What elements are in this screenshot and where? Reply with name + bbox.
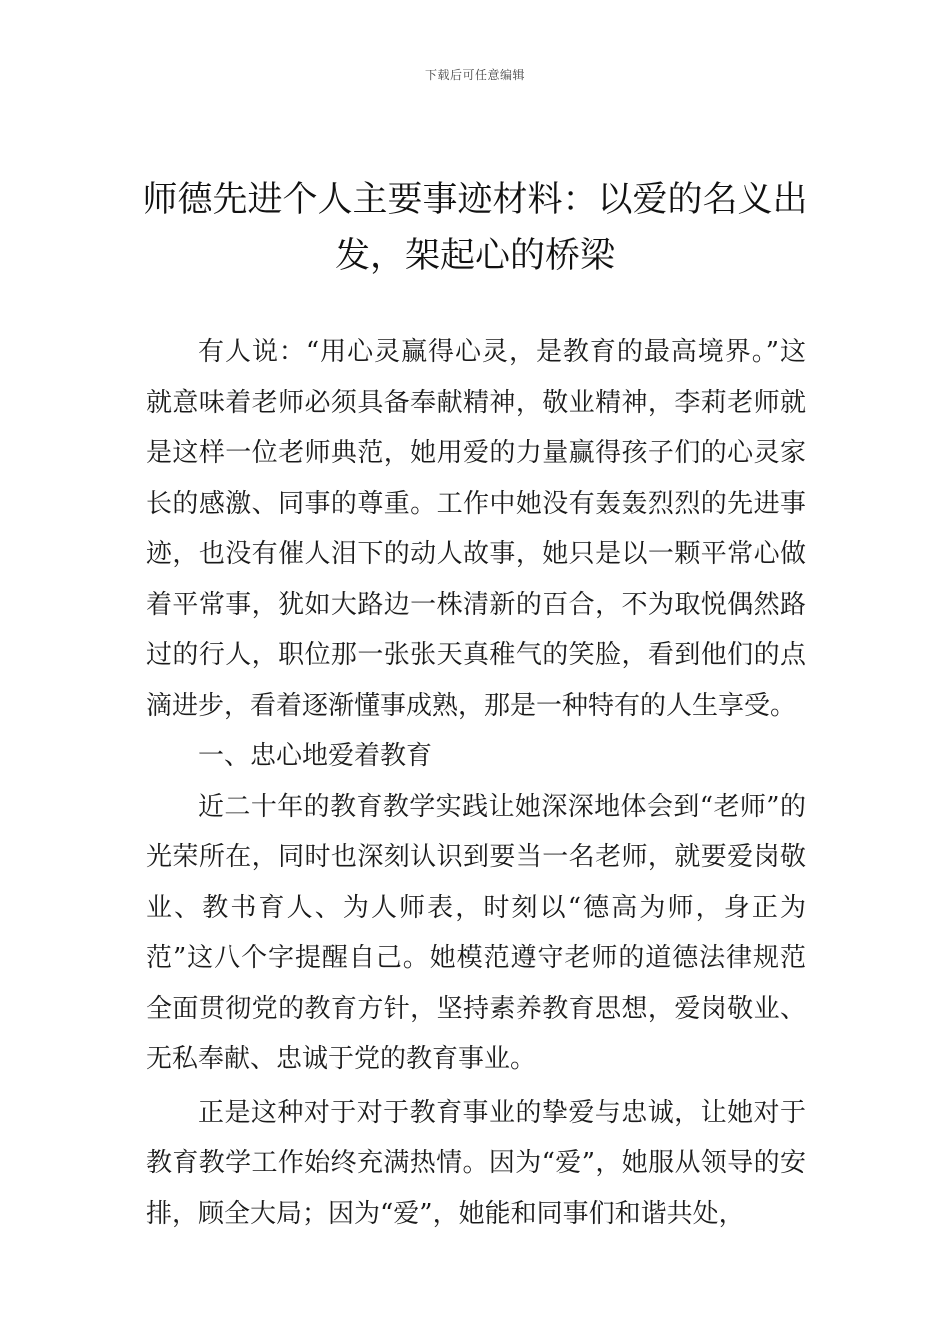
paragraph-intro: 有人说：“用心灵赢得心灵，是教育的最高境界。”这就意味着老师必须具备奉献精神，敬业精神，李莉老师就是这样一位老师典范，她用爱的力量赢得孩子们的心灵家长的感激、同事的尊重。工作中她没有轰轰烈烈的先进事迹，也没有催人泪下的动人故事，她只是以一颗平常心做着平常事，犹如大路边一株清新的百合，不为取悦偶然路过的行人，职位那一张张天真稚气的笑脸，看到他们的点滴进步，看着逐渐懂事成熟，那是一种特有的人生享受。 [146,337,806,721]
document-title: 师德先进个人主要事迹材料：以爱的名义出发，架起心的桥梁 [142,180,808,276]
paragraph-section-2: 正是这种对于对于教育事业的挚爱与忠诚，让她对于教育教学工作始终充满热情。因为“爱”，她服从领导的安排，顾全大局；因为“爱”，她能和同事们和谐共处， [146,1097,806,1229]
section-heading: 一、忠心地爱着教育 [198,741,433,771]
header-note: 下载后可任意编辑 [424,68,525,82]
document-body [146,327,806,1239]
paragraph-section-1: 近二十年的教育教学实践让她深深地体会到“老师”的光荣所在，同时也深刻认识到要当一名老师，就要爱岗敬业、教书育人、为人师表，时刻以“德高为师，身正为范”这八个字提醒自己。她模范遵守老师的道德法律规范全面贯彻党的教育方针，坚持素养教育思想，爱岗敬业、无私奉献、忠诚于党的教育事业。 [146,791,806,1074]
